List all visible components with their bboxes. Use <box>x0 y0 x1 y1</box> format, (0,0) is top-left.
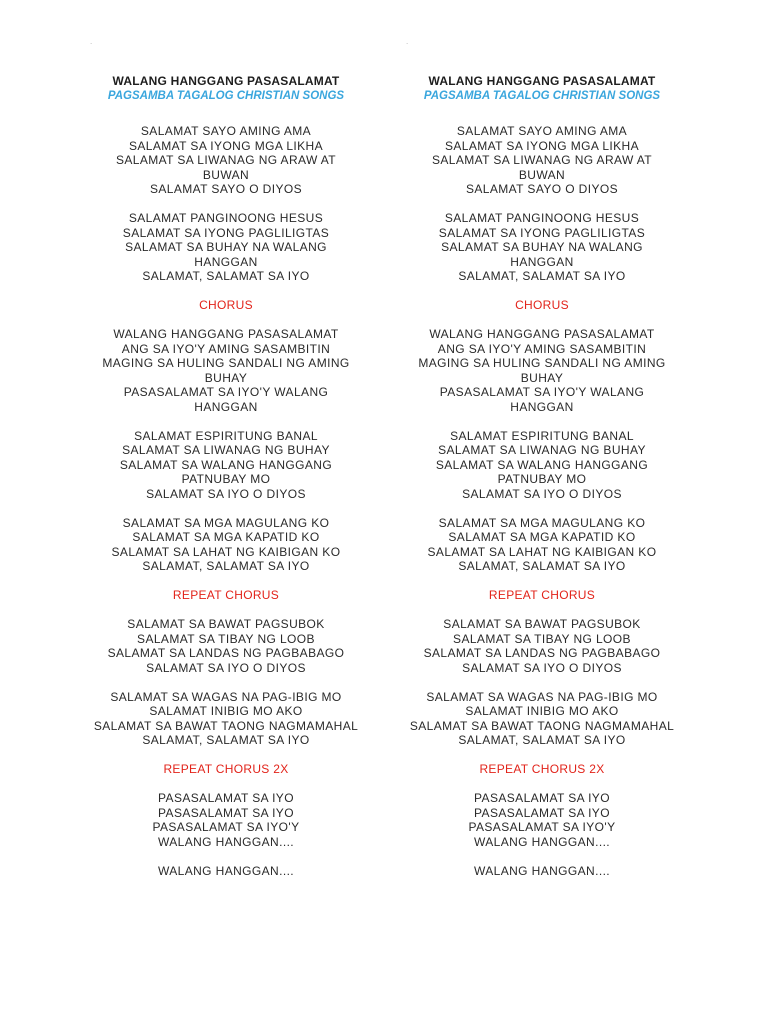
lyric-line: SALAMAT PANGINOONG HESUS <box>444 211 640 225</box>
lyrics-body <box>76 104 376 878</box>
stanza-spacer <box>392 313 692 328</box>
stanza <box>76 211 376 284</box>
lyric-line: SALAMAT SA WALANG HANGGANG <box>119 457 333 472</box>
lyric-line: SALAMAT SA TIBAY NG LOOB <box>453 631 631 646</box>
lyric-line: BUHAY <box>204 370 248 385</box>
lyric-line: PATNUBAY MO <box>497 472 587 486</box>
lyric-line: SALAMAT SA MGA MAGULANG KO <box>122 515 330 530</box>
lyric-line: SALAMAT SAYO AMING AMA <box>140 124 312 138</box>
song-subtitle: PAGSAMBA TAGALOG CHRISTIAN SONGS <box>423 90 661 102</box>
lyric-line: HANGGAN <box>510 399 574 414</box>
lyric-line: BUWAN <box>202 167 250 182</box>
section-label-text: REPEAT CHORUS <box>172 588 280 602</box>
stanza-spacer <box>76 414 376 429</box>
lyric-line: WALANG HANGGANG PASASALAMAT <box>429 327 655 341</box>
lyric-line: SALAMAT, SALAMAT SA IYO <box>458 559 626 573</box>
stanza-spacer <box>76 777 376 792</box>
section-label <box>76 298 376 313</box>
lyric-line: PASASALAMAT SA IYO'Y WALANG <box>123 385 329 399</box>
stanza <box>392 327 692 414</box>
lyric-line: SALAMAT SA LAHAT NG KAIBIGAN KO <box>111 544 341 559</box>
section-label <box>392 588 692 603</box>
lyric-line: PASASALAMAT SA IYO <box>474 805 610 820</box>
lyric-line: PATNUBAY MO <box>181 472 271 486</box>
lyric-line: SALAMAT SA IYONG PAGLILIGTAS <box>438 225 646 240</box>
lyric-line: SALAMAT ESPIRITUNG BANAL <box>450 428 634 443</box>
lyrics-column-left <box>76 74 376 878</box>
lyric-line: SALAMAT SA IYO O DIYOS <box>146 660 306 675</box>
lyric-line: SALAMAT SA BUHAY NA WALANG <box>441 240 643 254</box>
stanza-spacer <box>392 849 692 864</box>
stanza-spacer <box>392 284 692 299</box>
lyric-line: SALAMAT SA IYONG MGA LIKHA <box>128 138 323 153</box>
lyric-line: SALAMAT SA TIBAY NG LOOB <box>137 631 315 646</box>
lyric-line: SALAMAT SA IYO O DIYOS <box>462 486 622 501</box>
stanza-spacer <box>392 574 692 589</box>
lyric-line: SALAMAT, SALAMAT SA IYO <box>142 733 310 747</box>
lyric-line: SALAMAT SA LANDAS NG PAGBABAGO <box>107 646 345 660</box>
stanza-spacer <box>392 414 692 429</box>
separator-dot-right: . <box>406 37 409 46</box>
lyric-line: BUHAY <box>520 370 564 385</box>
stanza <box>392 690 692 748</box>
lyric-line: SALAMAT SAYO AMING AMA <box>456 124 628 138</box>
stanza-spacer <box>392 197 692 212</box>
section-label <box>392 298 692 313</box>
lyric-line: SALAMAT PANGINOONG HESUS <box>128 211 324 225</box>
lyric-line: SALAMAT SA BAWAT PAGSUBOK <box>127 617 325 631</box>
section-label-text: CHORUS <box>515 298 569 312</box>
stanza <box>392 124 692 197</box>
lyric-line: SALAMAT SA LIWANAG NG BUHAY <box>122 443 330 457</box>
lyric-line: WALANG HANGGAN.... <box>473 834 611 849</box>
stanza <box>392 429 692 502</box>
lyric-line: ANG SA IYO'Y AMING SASAMBITIN <box>437 341 647 356</box>
lyric-line: PASASALAMAT SA IYO'Y <box>152 820 300 834</box>
stanza <box>392 791 692 849</box>
lyric-line: HANGGAN <box>194 399 258 414</box>
song-title: WALANG HANGGANG PASASALAMAT <box>112 74 340 88</box>
lyric-line: SALAMAT SA MGA KAPATID KO <box>132 530 320 544</box>
lyric-line: SALAMAT SA IYO O DIYOS <box>462 660 622 675</box>
section-label-text: CHORUS <box>199 298 253 312</box>
stanza <box>76 864 376 879</box>
section-label <box>392 762 692 777</box>
lyric-line: SALAMAT INIBIG MO AKO <box>149 704 303 718</box>
lyric-line: WALANG HANGGAN.... <box>157 834 295 849</box>
lyric-line: SALAMAT SA IYO O DIYOS <box>146 486 306 501</box>
lyric-line: SALAMAT SA IYONG MGA LIKHA <box>444 138 639 153</box>
stanza-spacer <box>76 197 376 212</box>
lyric-line: SALAMAT SA LIWANAG NG BUHAY <box>438 443 646 457</box>
lyric-line: PASASALAMAT SA IYO <box>158 805 294 820</box>
song-subtitle: PAGSAMBA TAGALOG CHRISTIAN SONGS <box>107 90 345 102</box>
lyric-line: SALAMAT ESPIRITUNG BANAL <box>134 428 318 443</box>
stanza-spacer <box>76 313 376 328</box>
lyric-line: PASASALAMAT SA IYO'Y WALANG <box>439 385 645 399</box>
separator-dot-left: . <box>90 37 93 46</box>
lyric-line: ANG SA IYO'Y AMING SASAMBITIN <box>121 341 331 356</box>
stanza-spacer <box>76 501 376 516</box>
stanza <box>76 429 376 502</box>
stanza-spacer <box>76 104 376 124</box>
lyric-line: SALAMAT, SALAMAT SA IYO <box>142 269 310 283</box>
stanza <box>76 617 376 675</box>
lyric-line: SALAMAT SA BAWAT PAGSUBOK <box>443 617 641 631</box>
lyric-line: SALAMAT INIBIG MO AKO <box>465 704 619 718</box>
stanza-spacer <box>76 748 376 763</box>
lyrics-body <box>392 104 692 878</box>
stanza-spacer <box>392 104 692 124</box>
stanza <box>76 690 376 748</box>
stanza <box>392 516 692 574</box>
section-label <box>76 762 376 777</box>
stanza-spacer <box>76 574 376 589</box>
lyric-line: SALAMAT SA LANDAS NG PAGBABAGO <box>423 646 661 660</box>
lyric-line: HANGGAN <box>194 254 258 269</box>
stanza-spacer <box>392 777 692 792</box>
stanza <box>76 791 376 849</box>
lyric-line: WALANG HANGGAN.... <box>473 863 611 878</box>
lyric-line: SALAMAT, SALAMAT SA IYO <box>458 733 626 747</box>
lyric-line: SALAMAT, SALAMAT SA IYO <box>142 559 310 573</box>
lyric-line: BUWAN <box>518 167 566 182</box>
lyric-line: SALAMAT SAYO O DIYOS <box>149 182 303 196</box>
lyric-line: PASASALAMAT SA IYO'Y <box>468 820 616 834</box>
lyric-line: SALAMAT SA LIWANAG NG ARAW AT <box>431 153 653 167</box>
section-label-text: REPEAT CHORUS <box>488 588 596 602</box>
lyric-line: SALAMAT SA LAHAT NG KAIBIGAN KO <box>427 544 657 559</box>
stanza <box>76 516 376 574</box>
stanza-spacer <box>76 284 376 299</box>
lyric-line: SALAMAT SA BAWAT TAONG NAGMAMAHAL <box>93 718 359 733</box>
lyric-line: WALANG HANGGAN.... <box>157 863 295 878</box>
lyric-line: PASASALAMAT SA IYO <box>158 791 294 805</box>
stanza <box>76 124 376 197</box>
lyric-line: SALAMAT SA WALANG HANGGANG <box>435 457 649 472</box>
stanza-spacer <box>392 501 692 516</box>
lyric-line: SALAMAT SA BAWAT TAONG NAGMAMAHAL <box>409 718 675 733</box>
stanza-spacer <box>76 675 376 690</box>
section-label <box>76 588 376 603</box>
lyric-line: MAGING SA HULING SANDALI NG AMING <box>102 356 350 370</box>
lyric-line: SALAMAT SA IYONG PAGLILIGTAS <box>122 225 330 240</box>
lyric-line: HANGGAN <box>510 254 574 269</box>
lyric-line: SALAMAT SAYO O DIYOS <box>465 182 619 196</box>
lyric-line: SALAMAT SA LIWANAG NG ARAW AT <box>115 153 337 167</box>
stanza-spacer <box>76 849 376 864</box>
song-title: WALANG HANGGANG PASASALAMAT <box>428 74 656 88</box>
section-label-text: REPEAT CHORUS 2X <box>479 762 605 776</box>
lyric-line: MAGING SA HULING SANDALI NG AMING <box>418 356 666 370</box>
lyric-line: SALAMAT SA BUHAY NA WALANG <box>125 240 327 254</box>
lyric-line: WALANG HANGGANG PASASALAMAT <box>113 327 339 341</box>
lyric-line: SALAMAT SA MGA MAGULANG KO <box>438 515 646 530</box>
stanza-spacer <box>392 603 692 618</box>
stanza <box>76 327 376 414</box>
stanza-spacer <box>392 748 692 763</box>
lyric-line: SALAMAT SA MGA KAPATID KO <box>448 530 636 544</box>
lyric-line: SALAMAT, SALAMAT SA IYO <box>458 269 626 283</box>
stanza <box>392 617 692 675</box>
section-label-text: REPEAT CHORUS 2X <box>163 762 289 776</box>
stanza-spacer <box>76 603 376 618</box>
stanza-spacer <box>392 675 692 690</box>
lyric-line: PASASALAMAT SA IYO <box>474 791 610 805</box>
lyrics-column-right <box>392 74 692 878</box>
stanza <box>392 211 692 284</box>
lyric-line: SALAMAT SA WAGAS NA PAG-IBIG MO <box>110 689 342 704</box>
lyric-line: SALAMAT SA WAGAS NA PAG-IBIG MO <box>426 689 658 704</box>
stanza <box>392 864 692 879</box>
